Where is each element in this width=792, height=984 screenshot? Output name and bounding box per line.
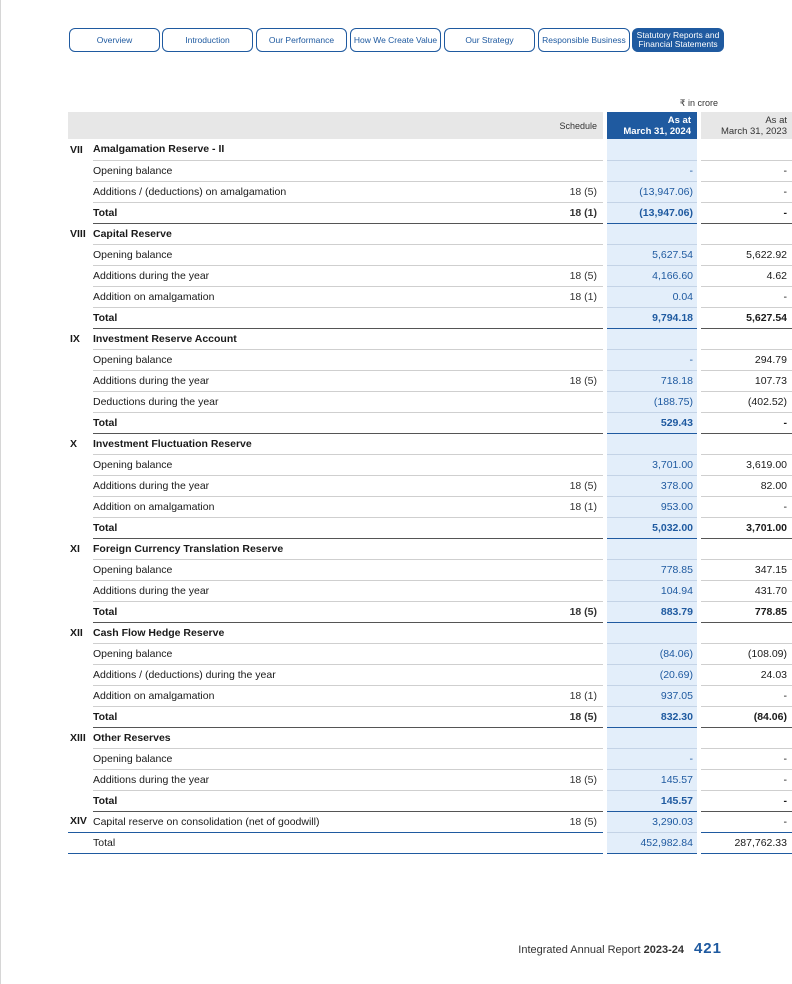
row-schedule — [536, 223, 603, 244]
row-schedule — [536, 517, 603, 538]
row-number: XIII — [70, 731, 86, 744]
row-number — [68, 454, 93, 475]
value-current-year — [607, 622, 697, 643]
row-number — [68, 160, 93, 181]
value-current-year — [607, 727, 697, 748]
value-previous-year: 5,622.92 — [701, 244, 792, 265]
value-current-year: 452,982.84 — [607, 832, 697, 853]
table-row — [68, 475, 792, 496]
row-schedule — [536, 643, 603, 664]
row-schedule — [536, 664, 603, 685]
table-row — [68, 559, 792, 580]
row-label: Deductions during the year — [93, 391, 536, 412]
total-row — [68, 601, 792, 622]
value-current-year: - — [607, 349, 697, 370]
row-number — [68, 664, 93, 685]
value-previous-year: - — [701, 748, 792, 769]
row-label: Addition on amalgamation — [93, 685, 536, 706]
row-label: Additions during the year — [93, 475, 536, 496]
row-label: Addition on amalgamation — [93, 496, 536, 517]
row-number: IX — [70, 332, 80, 345]
row-schedule: 18 (5) — [536, 475, 603, 496]
table-row — [68, 580, 792, 601]
section-heading-row — [68, 328, 792, 349]
value-previous-year: - — [701, 412, 792, 433]
value-current-year: 378.00 — [607, 475, 697, 496]
value-current-year — [607, 433, 697, 454]
total-row — [68, 811, 792, 832]
header-previous-year — [701, 112, 792, 139]
tab-responsible-business[interactable]: Responsible Business — [538, 28, 630, 52]
value-previous-year: 778.85 — [701, 601, 792, 622]
reserves-table — [68, 112, 792, 854]
tab-how-we-create-value[interactable]: How We Create Value — [350, 28, 441, 52]
row-number: XI — [70, 542, 80, 555]
table-row — [68, 391, 792, 412]
currency-unit-note: ₹ in crore — [679, 98, 718, 108]
row-schedule: 18 (1) — [536, 286, 603, 307]
row-number — [68, 685, 93, 706]
total-row — [68, 832, 792, 853]
value-current-year: 9,794.18 — [607, 307, 697, 328]
table-row — [68, 496, 792, 517]
row-schedule — [536, 622, 603, 643]
row-schedule — [536, 349, 603, 370]
value-current-year: 953.00 — [607, 496, 697, 517]
value-current-year: 529.43 — [607, 412, 697, 433]
row-schedule — [536, 139, 603, 160]
row-number — [68, 391, 93, 412]
row-schedule — [536, 454, 603, 475]
total-row — [68, 412, 792, 433]
page-number: 421 — [693, 940, 722, 957]
row-number — [68, 265, 93, 286]
value-previous-year: 5,627.54 — [701, 307, 792, 328]
row-number: VII — [70, 143, 83, 156]
row-schedule: 18 (5) — [536, 601, 603, 622]
value-previous-year: - — [701, 811, 792, 832]
header-current-year — [607, 112, 697, 139]
value-current-year: 3,290.03 — [607, 811, 697, 832]
section-heading-row — [68, 538, 792, 559]
row-schedule: 18 (1) — [536, 685, 603, 706]
value-previous-year: 3,619.00 — [701, 454, 792, 475]
value-current-year: (20.69) — [607, 664, 697, 685]
row-schedule — [536, 391, 603, 412]
value-current-year: 3,701.00 — [607, 454, 697, 475]
row-label: Additions during the year — [93, 265, 536, 286]
row-number — [68, 580, 93, 601]
table-row — [68, 643, 792, 664]
table-row — [68, 160, 792, 181]
tab-statutory-reports[interactable]: Statutory Reports and Financial Statements — [632, 28, 724, 52]
row-label: Opening balance — [93, 244, 536, 265]
value-current-year: (13,947.06) — [607, 202, 697, 223]
table-row — [68, 244, 792, 265]
section-heading-row — [68, 223, 792, 244]
row-schedule — [536, 538, 603, 559]
value-previous-year: - — [701, 181, 792, 202]
footer-year: 2023-24 — [643, 944, 684, 956]
value-current-year — [607, 328, 697, 349]
row-schedule — [536, 580, 603, 601]
row-schedule — [536, 559, 603, 580]
value-previous-year: (84.06) — [701, 706, 792, 727]
row-schedule: 18 (5) — [536, 811, 603, 832]
value-previous-year: 431.70 — [701, 580, 792, 601]
value-previous-year — [701, 538, 792, 559]
value-previous-year — [701, 433, 792, 454]
row-label: Cash Flow Hedge Reserve — [93, 622, 536, 643]
row-schedule — [536, 412, 603, 433]
row-label: Capital reserve on consolidation (net of goodwill) — [93, 811, 536, 832]
row-label: Additions / (deductions) during the year — [93, 664, 536, 685]
header-current-line1: As at — [667, 114, 691, 126]
row-schedule: 18 (5) — [536, 265, 603, 286]
section-heading-row — [68, 139, 792, 160]
row-schedule: 18 (1) — [536, 202, 603, 223]
row-schedule — [536, 748, 603, 769]
table-header-row — [68, 112, 792, 139]
value-previous-year: 4.62 — [701, 265, 792, 286]
row-number — [68, 517, 93, 538]
header-current-line2: March 31, 2024 — [623, 125, 691, 137]
row-number — [68, 475, 93, 496]
row-number — [68, 601, 93, 622]
row-number — [68, 307, 93, 328]
value-previous-year: - — [701, 790, 792, 811]
value-current-year: 104.94 — [607, 580, 697, 601]
section-heading-row — [68, 727, 792, 748]
row-number — [68, 790, 93, 811]
header-blank — [93, 112, 536, 139]
row-number — [68, 244, 93, 265]
value-previous-year: 3,701.00 — [701, 517, 792, 538]
value-current-year: - — [607, 748, 697, 769]
value-current-year: 937.05 — [607, 685, 697, 706]
value-previous-year — [701, 727, 792, 748]
row-schedule — [536, 307, 603, 328]
row-number: X — [70, 437, 78, 450]
table-row — [68, 181, 792, 202]
row-number — [68, 643, 93, 664]
row-number — [68, 286, 93, 307]
total-row — [68, 202, 792, 223]
value-previous-year: (108.09) — [701, 643, 792, 664]
value-current-year: 832.30 — [607, 706, 697, 727]
row-number: VIII — [70, 227, 86, 240]
row-label: Opening balance — [93, 454, 536, 475]
value-previous-year: - — [701, 202, 792, 223]
row-label: Total — [93, 790, 536, 811]
value-previous-year — [701, 328, 792, 349]
row-number: XIV — [68, 811, 93, 832]
page-edge-rule — [0, 0, 1, 984]
section-heading-row — [68, 433, 792, 454]
row-number — [68, 349, 93, 370]
section-heading-row — [68, 622, 792, 643]
table-row — [68, 664, 792, 685]
row-label: Opening balance — [93, 748, 536, 769]
tab-introduction[interactable]: Introduction — [162, 28, 253, 52]
row-schedule: 18 (5) — [536, 181, 603, 202]
table-row — [68, 748, 792, 769]
row-label: Opening balance — [93, 643, 536, 664]
row-schedule: 18 (1) — [536, 496, 603, 517]
row-number — [68, 832, 93, 853]
total-row — [68, 517, 792, 538]
header-previous-line1: As at — [765, 114, 787, 126]
value-previous-year — [701, 622, 792, 643]
row-number — [68, 748, 93, 769]
value-previous-year: - — [701, 496, 792, 517]
row-number — [68, 412, 93, 433]
table-row — [68, 769, 792, 790]
value-current-year — [607, 223, 697, 244]
row-schedule — [536, 160, 603, 181]
row-schedule: 18 (5) — [536, 706, 603, 727]
row-number — [68, 496, 93, 517]
value-previous-year: 294.79 — [701, 349, 792, 370]
footer-report-title: Integrated Annual Report — [518, 944, 641, 956]
row-label: Foreign Currency Translation Reserve — [93, 538, 536, 559]
value-current-year: (188.75) — [607, 391, 697, 412]
row-label: Opening balance — [93, 559, 536, 580]
row-schedule — [536, 328, 603, 349]
row-schedule — [536, 727, 603, 748]
value-previous-year: - — [701, 769, 792, 790]
value-previous-year: 82.00 — [701, 475, 792, 496]
row-schedule: 18 (5) — [536, 370, 603, 391]
row-number — [68, 181, 93, 202]
value-current-year — [607, 538, 697, 559]
value-previous-year: - — [701, 286, 792, 307]
value-previous-year — [701, 139, 792, 160]
value-previous-year: - — [701, 160, 792, 181]
tab-overview[interactable]: Overview — [69, 28, 160, 52]
table-row — [68, 454, 792, 475]
row-number — [68, 559, 93, 580]
row-label: Additions during the year — [93, 370, 536, 391]
row-schedule: 18 (5) — [536, 769, 603, 790]
value-current-year: 0.04 — [607, 286, 697, 307]
row-label: Additions during the year — [93, 580, 536, 601]
row-label: Addition on amalgamation — [93, 286, 536, 307]
row-label: Investment Reserve Account — [93, 328, 536, 349]
value-current-year: 778.85 — [607, 559, 697, 580]
row-number: XII — [70, 626, 83, 639]
header-previous-line2: March 31, 2023 — [720, 125, 787, 137]
table-row — [68, 286, 792, 307]
row-schedule — [536, 244, 603, 265]
row-label: Total — [93, 517, 536, 538]
value-current-year: 145.57 — [607, 769, 697, 790]
value-current-year: - — [607, 160, 697, 181]
table-row — [68, 685, 792, 706]
row-label: Total — [93, 832, 536, 853]
header-blank — [68, 112, 93, 139]
row-number — [68, 370, 93, 391]
row-label: Total — [93, 202, 536, 223]
table-row — [68, 265, 792, 286]
value-current-year: 5,032.00 — [607, 517, 697, 538]
row-label: Total — [93, 307, 536, 328]
value-previous-year: 287,762.33 — [701, 832, 792, 853]
page-footer — [518, 940, 722, 957]
row-label: Additions during the year — [93, 769, 536, 790]
value-current-year: (13,947.06) — [607, 181, 697, 202]
row-number — [68, 769, 93, 790]
row-schedule — [536, 433, 603, 454]
tab-our-performance[interactable]: Our Performance — [256, 28, 347, 52]
table-row — [68, 370, 792, 391]
total-row — [68, 790, 792, 811]
row-label: Investment Fluctuation Reserve — [93, 433, 536, 454]
row-number — [68, 706, 93, 727]
row-label: Total — [93, 412, 536, 433]
value-current-year: 883.79 — [607, 601, 697, 622]
tab-our-strategy[interactable]: Our Strategy — [444, 28, 535, 52]
row-label: Capital Reserve — [93, 223, 536, 244]
row-label: Additions / (deductions) on amalgamation — [93, 181, 536, 202]
value-previous-year: 24.03 — [701, 664, 792, 685]
row-label: Other Reserves — [93, 727, 536, 748]
row-label: Total — [93, 601, 536, 622]
value-current-year: (84.06) — [607, 643, 697, 664]
value-current-year: 4,166.60 — [607, 265, 697, 286]
value-current-year: 718.18 — [607, 370, 697, 391]
value-current-year — [607, 139, 697, 160]
row-schedule — [536, 790, 603, 811]
value-previous-year — [701, 223, 792, 244]
row-label: Opening balance — [93, 160, 536, 181]
total-row — [68, 307, 792, 328]
value-current-year: 145.57 — [607, 790, 697, 811]
value-previous-year: - — [701, 685, 792, 706]
row-schedule — [536, 832, 603, 853]
value-previous-year: (402.52) — [701, 391, 792, 412]
row-label: Opening balance — [93, 349, 536, 370]
header-schedule: Schedule — [536, 112, 603, 139]
total-row — [68, 706, 792, 727]
value-previous-year: 347.15 — [701, 559, 792, 580]
row-label: Amalgamation Reserve - II — [93, 139, 536, 160]
table-row — [68, 349, 792, 370]
row-label: Total — [93, 706, 536, 727]
row-number — [68, 202, 93, 223]
value-current-year: 5,627.54 — [607, 244, 697, 265]
value-previous-year: 107.73 — [701, 370, 792, 391]
